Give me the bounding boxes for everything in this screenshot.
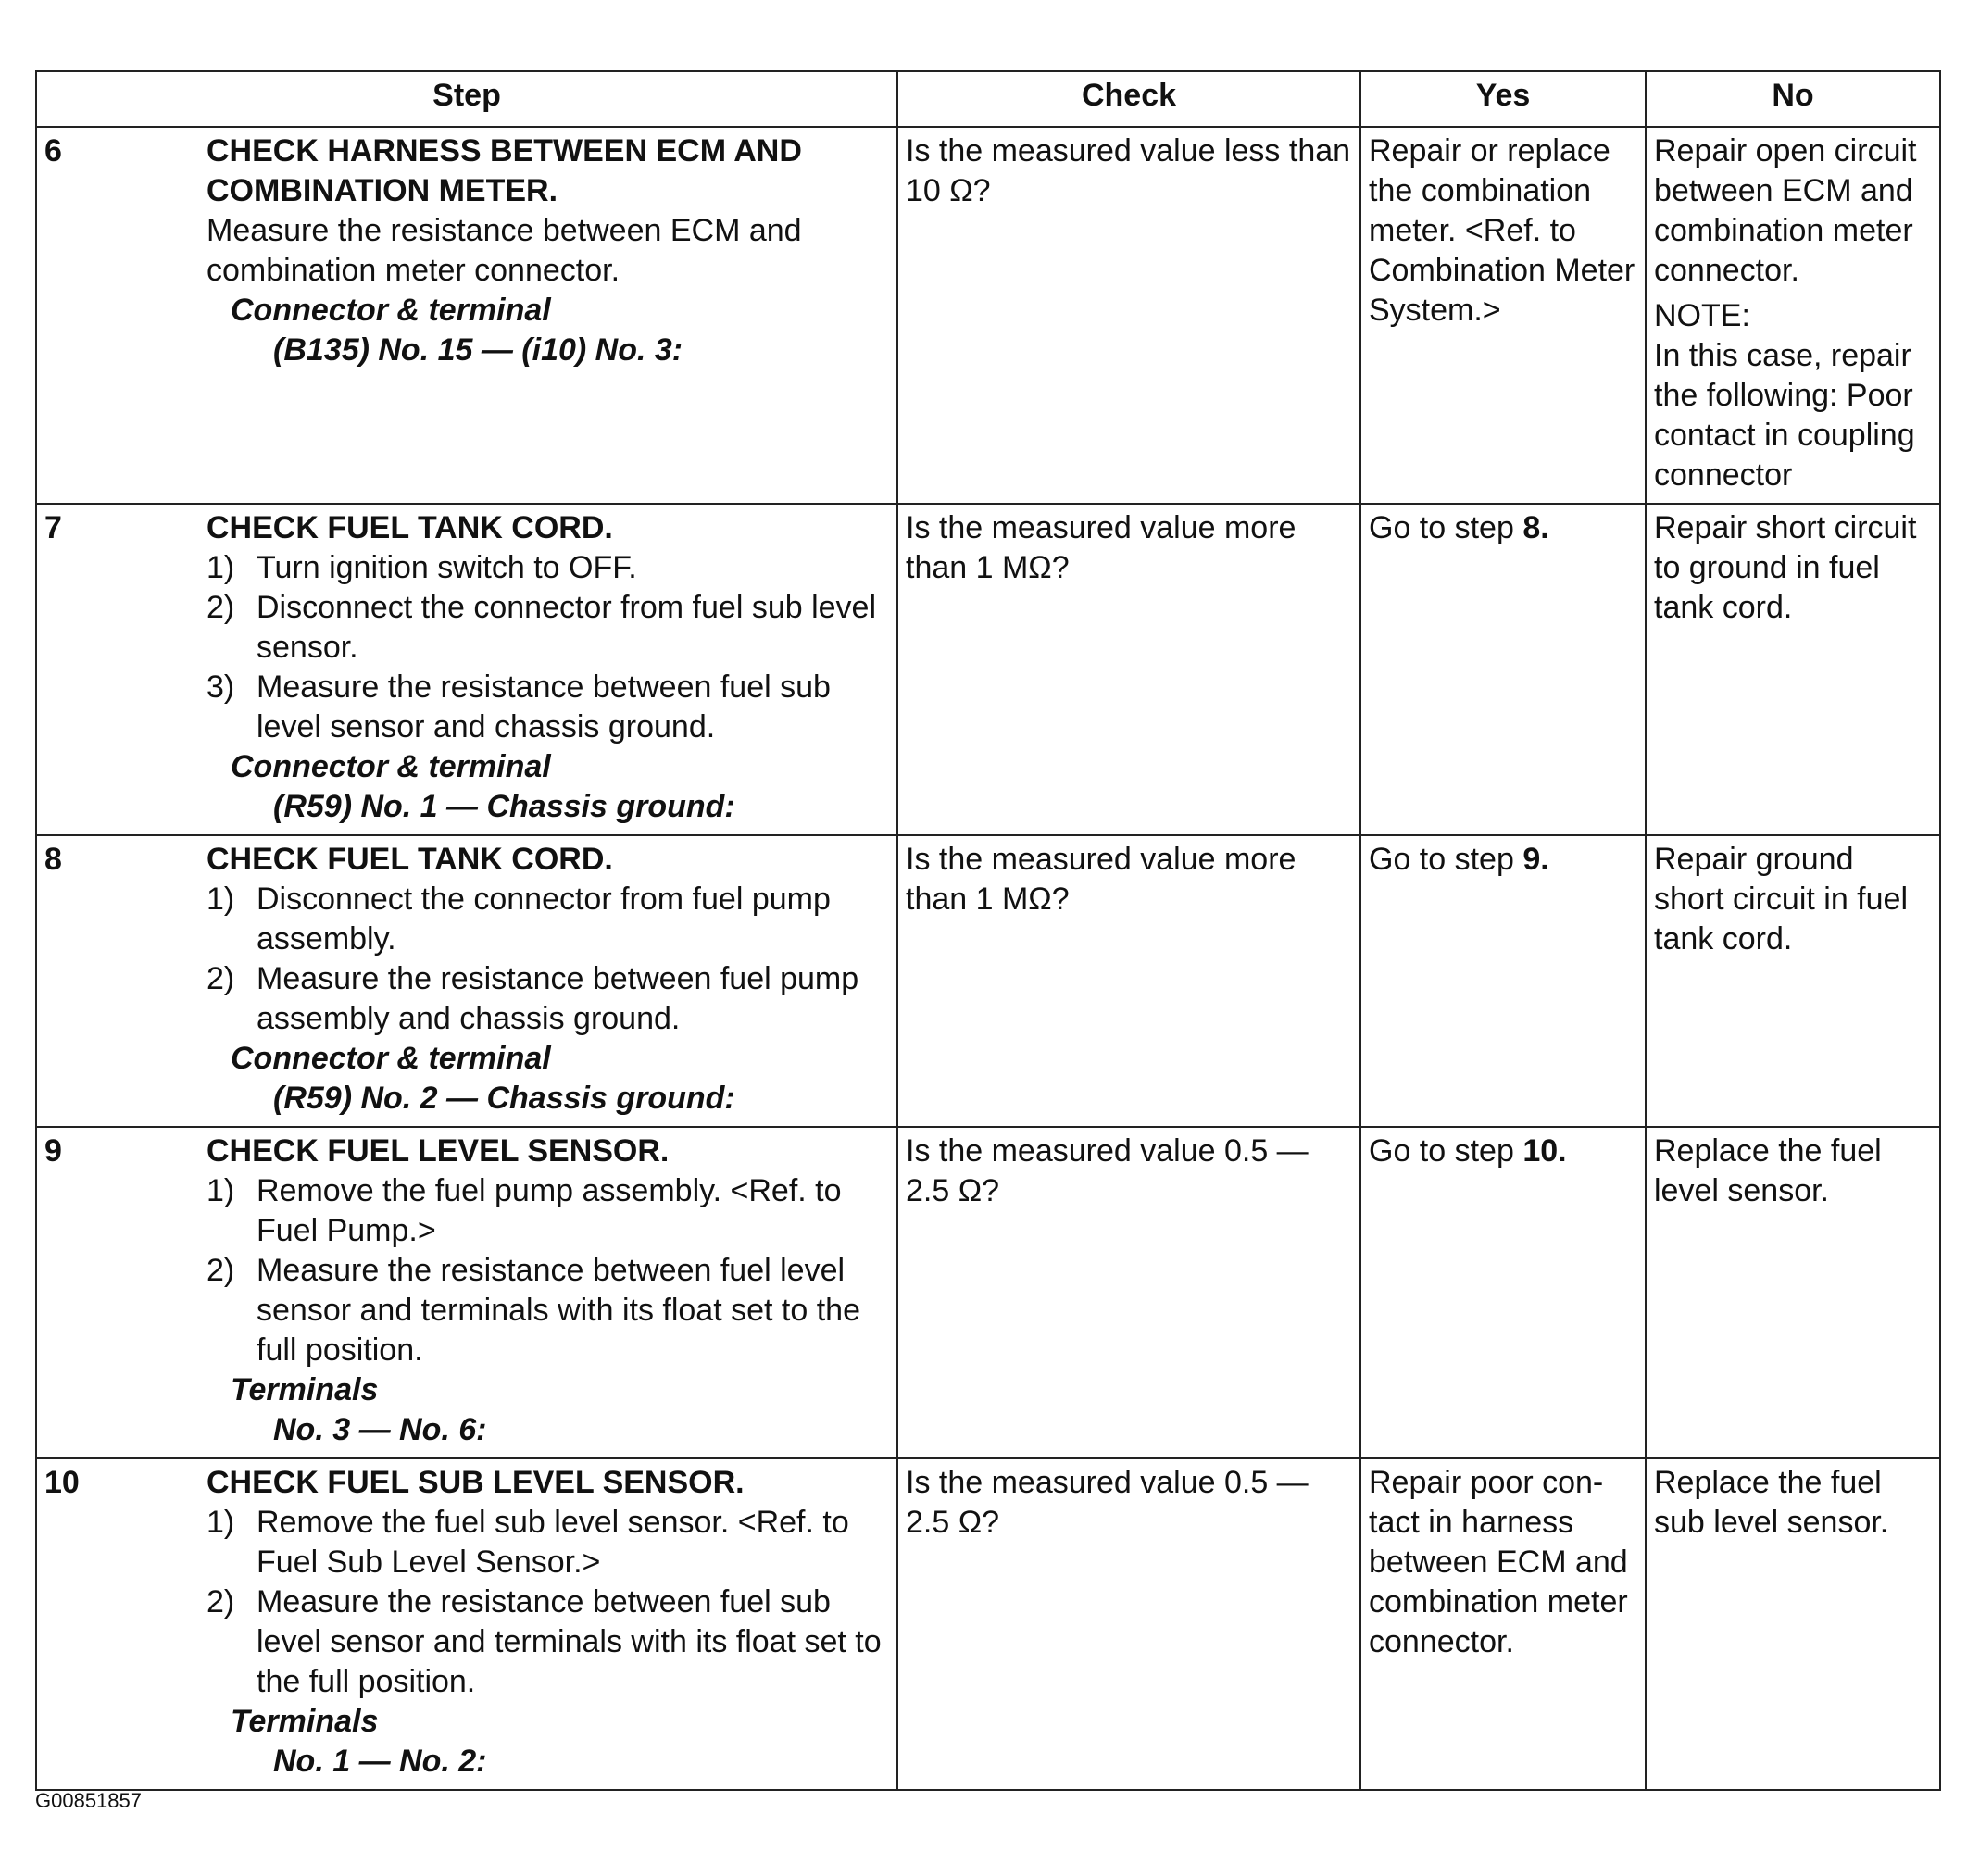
- check-cell: [897, 127, 1360, 504]
- no-cell: [1646, 127, 1940, 504]
- substep-text: Disconnect the connector from fuel sub level sensor.: [257, 590, 877, 665]
- header-check: Check: [897, 71, 1360, 127]
- substep-list: [207, 1171, 889, 1370]
- connector-value: (R59) No. 1 — Chassis ground:: [273, 789, 735, 824]
- table-row: [36, 1127, 1940, 1458]
- check-cell: [897, 504, 1360, 835]
- yes-action: Repair poor con- tact in harness between ECM and combination meter connector.: [1369, 1465, 1628, 1659]
- substep: [207, 880, 889, 959]
- substep-list: [207, 548, 889, 747]
- header-yes: Yes: [1360, 71, 1646, 127]
- substep-number: 1): [207, 1505, 235, 1540]
- substep: [207, 959, 889, 1039]
- substep-text: Remove the fuel pump assembly. <Ref. to Fuel Pump.>: [257, 1173, 842, 1248]
- step-intro: Measure the resistance between ECM and combination meter connector.: [207, 213, 802, 288]
- check-cell: [897, 1458, 1360, 1790]
- connector-label: Connector & terminal: [231, 749, 551, 784]
- substep: [207, 668, 889, 747]
- step-cell: [36, 1127, 897, 1458]
- no-cell: [1646, 835, 1940, 1127]
- table-row: [36, 835, 1940, 1127]
- header-step: Step: [36, 71, 897, 127]
- connector-value: (B135) No. 15 — (i10) No. 3:: [273, 332, 683, 368]
- substep-list: [207, 880, 889, 1039]
- check-question: Is the measured value more than 1 MΩ?: [906, 510, 1297, 585]
- check-question: Is the measured value more than 1 MΩ?: [906, 842, 1297, 917]
- substep-number: 1): [207, 550, 235, 585]
- step-number: 6: [44, 133, 62, 169]
- substep-number: 2): [207, 961, 235, 996]
- yes-cell: [1360, 504, 1646, 835]
- substep: [207, 588, 889, 668]
- step-title: CHECK HARNESS BETWEEN ECM AND COMBINATION METER.: [207, 133, 802, 208]
- step-title: CHECK FUEL SUB LEVEL SENSOR.: [207, 1465, 745, 1500]
- connector-label: Terminals: [231, 1704, 379, 1739]
- yes-action: Repair or replace the combination meter. <Ref. to Combination Meter System.>: [1369, 133, 1635, 328]
- step-title: CHECK FUEL TANK CORD.: [207, 510, 613, 545]
- substep: [207, 1171, 889, 1251]
- no-cell: [1646, 504, 1940, 835]
- step-number: 10: [44, 1465, 80, 1500]
- yes-goto-text: Go to step: [1369, 510, 1514, 545]
- step-title: CHECK FUEL LEVEL SENSOR.: [207, 1133, 670, 1169]
- no-action: Replace the fuel sub level sensor.: [1654, 1465, 1889, 1540]
- yes-cell: [1360, 127, 1646, 504]
- step-cell: [36, 504, 897, 835]
- no-action: Repair ground short circuit in fuel tank cord.: [1654, 842, 1908, 957]
- step-cell: [36, 127, 897, 504]
- table-body: [36, 127, 1940, 1790]
- figure-code: G00851857: [35, 1789, 142, 1812]
- no-note-heading: NOTE:: [1654, 298, 1750, 333]
- step-title: CHECK FUEL TANK CORD.: [207, 842, 613, 877]
- connector-value: No. 3 — No. 6:: [273, 1412, 487, 1447]
- connector-value: No. 1 — No. 2:: [273, 1744, 487, 1779]
- table-row: [36, 504, 1940, 835]
- step-cell: [36, 835, 897, 1127]
- substep: [207, 548, 889, 588]
- connector-value: (R59) No. 2 — Chassis ground:: [273, 1081, 735, 1116]
- yes-goto-step: 9.: [1522, 842, 1549, 877]
- substep-number: 2): [207, 1584, 235, 1620]
- substep-number: 3): [207, 669, 235, 705]
- connector-label: Connector & terminal: [231, 1041, 551, 1076]
- yes-cell: [1360, 1458, 1646, 1790]
- step-number: 9: [44, 1133, 62, 1169]
- table-row: [36, 1458, 1940, 1790]
- substep-text: Measure the resistance between fuel level sensor and terminals with its float set to the full position.: [257, 1253, 860, 1368]
- header-no: No: [1646, 71, 1940, 127]
- substep: [207, 1582, 889, 1702]
- table-row: [36, 127, 1940, 504]
- check-question: Is the measured value 0.5 — 2.5 Ω?: [906, 1133, 1309, 1208]
- connector-label: Connector & terminal: [231, 293, 551, 328]
- substep-text: Disconnect the connector from fuel pump assembly.: [257, 882, 831, 957]
- check-question: Is the measured value 0.5 — 2.5 Ω?: [906, 1465, 1309, 1540]
- no-action: Replace the fuel level sensor.: [1654, 1133, 1882, 1208]
- check-cell: [897, 1127, 1360, 1458]
- check-question: Is the measured value less than 10 Ω?: [906, 133, 1351, 208]
- substep-text: Measure the resistance between fuel pump assembly and chassis ground.: [257, 961, 859, 1036]
- substep-text: Remove the fuel sub level sensor. <Ref. to Fuel Sub Level Sensor.>: [257, 1505, 849, 1580]
- substep-text: Measure the resistance between fuel sub level sensor and terminals with its float set to the full position.: [257, 1584, 882, 1699]
- step-number: 8: [44, 842, 62, 877]
- substep-number: 2): [207, 1253, 235, 1288]
- yes-goto-step: 10.: [1522, 1133, 1567, 1169]
- substep-text: Measure the resistance between fuel sub level sensor and chassis ground.: [257, 669, 831, 744]
- no-cell: [1646, 1127, 1940, 1458]
- substep-text: Turn ignition switch to OFF.: [257, 550, 637, 585]
- diagnostic-table: [35, 70, 1941, 1791]
- yes-cell: [1360, 1127, 1646, 1458]
- yes-cell: [1360, 835, 1646, 1127]
- substep: [207, 1503, 889, 1582]
- no-cell: [1646, 1458, 1940, 1790]
- substep-number: 2): [207, 590, 235, 625]
- substep: [207, 1251, 889, 1370]
- connector-label: Terminals: [231, 1372, 379, 1407]
- check-cell: [897, 835, 1360, 1127]
- no-note-text: In this case, repair the following: Poor contact in coupling connector: [1654, 338, 1915, 493]
- step-number: 7: [44, 510, 62, 545]
- substep-list: [207, 1503, 889, 1702]
- substep-number: 1): [207, 882, 235, 917]
- no-action: Repair open circuit between ECM and combination meter connector.: [1654, 133, 1917, 288]
- step-cell: [36, 1458, 897, 1790]
- substep-number: 1): [207, 1173, 235, 1208]
- yes-goto-text: Go to step: [1369, 842, 1514, 877]
- no-action: Repair short circuit to ground in fuel tank cord.: [1654, 510, 1917, 625]
- yes-goto-step: 8.: [1522, 510, 1549, 545]
- yes-goto-text: Go to step: [1369, 1133, 1514, 1169]
- table-header-row: [36, 71, 1940, 127]
